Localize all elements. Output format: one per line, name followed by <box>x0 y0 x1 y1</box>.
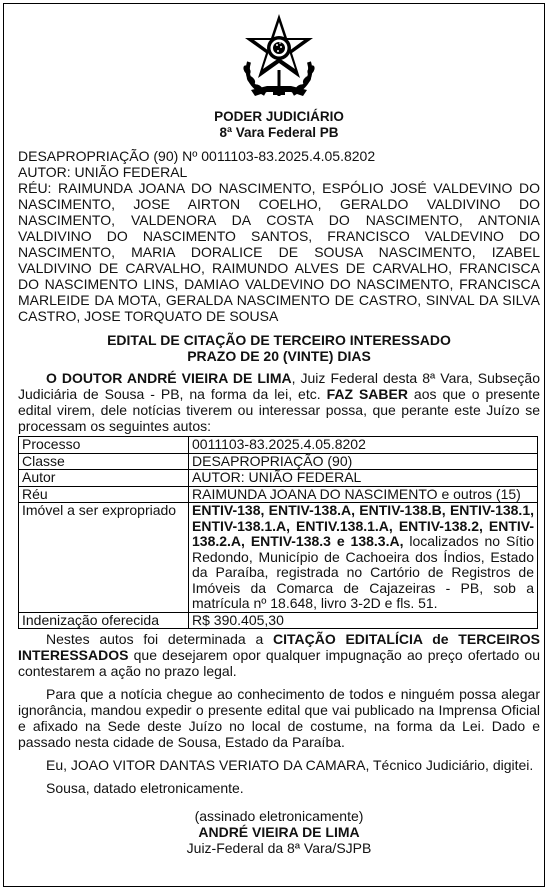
edital-title-line2: PRAZO DE 20 (VINTE) DIAS <box>187 348 371 364</box>
court-header <box>18 109 540 141</box>
p1-text-a: Nestes autos foi determinada a <box>46 631 273 647</box>
table-value-autor: AUTOR: UNIÃO FEDERAL <box>189 470 538 487</box>
document-frame <box>3 3 545 887</box>
vara-name: 8ª Vara Federal PB <box>219 125 339 140</box>
table-key-imovel: Imóvel a ser expropriado <box>19 503 189 613</box>
judge-name-intro: O DOUTOR ANDRÉ VIEIRA DE LIMA <box>46 370 292 386</box>
edital-title-line1: EDITAL DE CITAÇÃO DE TERCEIRO INTERESSADO <box>107 332 451 348</box>
table-value-classe: DESAPROPRIAÇÃO (90) <box>189 453 538 470</box>
edital-page <box>18 4 540 856</box>
table-value-reu: RAIMUNDA JOANA DO NASCIMENTO e outros (15) <box>189 486 538 503</box>
edital-title <box>18 332 540 364</box>
case-defendants: RÉU: RAIMUNDA JOANA DO NASCIMENTO, ESPÓLIO JOSÉ VALDEVINO DO NASCIMENTO, JOSE AIRTON COELHO, GERALDO VALDIVINO DO NASCIMENTO, VALDENORA DA COSTA DO NASCIMENTO, ANTONIA VALDIVINO DO NASCIMENTO SANTOS, FRANCISCO VALDEVINO DO NASCIMENTO, MARIA DORALICE DE SOUSA NASCIMENTO, IZABEL VALDIVINO DE CARVALHO, RAIMUNDO ALVES DE CARVALHO, FRANCISCA DO NASCIMENTO LINS, DAMIAO VALDEVINO DO NASCIMENTO, FRANCISCA MARLEIDE DA MOTA, GERALDA NASCIMENTO DE CASTRO, SINVAL DA SILVA CASTRO, JOSE TORQUATO DE SOUSA <box>18 180 540 324</box>
signature-note: (assinado eletronicamente) <box>194 808 364 824</box>
case-details-table <box>18 436 538 629</box>
table-row <box>19 486 538 503</box>
body-paragraph-typist: Eu, JOAO VITOR DANTAS VERIATO DA CAMARA, Técnico Judiciário, digitei. <box>46 757 534 773</box>
intro-text-1: , Juiz Federal desta 8ª Vara, Subseção Judiciária de Sousa - PB, na forma da lei, etc. <box>18 370 541 402</box>
faz-saber: FAZ SABER <box>326 386 408 402</box>
table-row <box>19 453 538 470</box>
table-row <box>19 503 538 613</box>
p1-text-b: que desejarem opor qualquer impugnação ao preço ofertado ou contestarem a ação no prazo legal. <box>18 647 540 679</box>
table-row <box>19 437 538 454</box>
table-value-indenizacao: R$ 390.405,30 <box>189 612 538 629</box>
body-paragraph-date: Sousa, datado eletronicamente. <box>46 780 244 796</box>
intro-text-2: aos que o presente edital virem, dele notícias tiverem ou interessar possa, que perante este Juízo se processam os seguintes autos: <box>18 386 540 434</box>
table-key-processo: Processo <box>19 437 189 454</box>
table-value-processo: 0011103-83.2025.4.05.8202 <box>189 437 538 454</box>
signature-name: ANDRÉ VIEIRA DE LIMA <box>198 824 360 840</box>
case-summary <box>18 148 540 324</box>
p1-citation-bold: CITAÇÃO EDITALÍCIA de TERCEIROS INTERESSADOS <box>18 631 540 663</box>
court-name: PODER JUDICIÁRIO <box>214 109 344 124</box>
case-class-number: DESAPROPRIAÇÃO (90) Nº 0011103-83.2025.4.05.8202 <box>18 148 376 164</box>
imovel-codes: ENTIV-138, ENTIV-138.A, ENTIV-138.B, ENTIV-138.1, ENTIV-138.1.A, ENTIV.138.1.A, ENTIV-138.2, ENTIV-138.2.A, ENTIV-138.3 e 138.3.A, <box>192 502 534 549</box>
body-paragraph-publication: Para que a notícia chegue ao conhecimento de todos e ninguém possa alegar ignorância, mandou expedir o presente edital que vai publicado na Imprensa Oficial e afixado na Sede deste Juízo no local de costume, na forma da Lei. Dado e passado nesta cidade de Sousa, Estado da Paraíba. <box>18 686 540 750</box>
table-value-imovel <box>189 503 538 613</box>
signature-role: Juiz-Federal da 8ª Vara/SJPB <box>186 840 372 856</box>
case-author: AUTOR: UNIÃO FEDERAL <box>18 164 188 180</box>
table-row <box>19 612 538 629</box>
body-paragraph-citation <box>18 631 540 679</box>
table-key-classe: Classe <box>19 453 189 470</box>
table-row <box>19 470 538 487</box>
table-key-reu: Réu <box>19 486 189 503</box>
table-key-autor: Autor <box>19 470 189 487</box>
signature-block <box>18 808 540 856</box>
table-key-indenizacao: Indenização oferecida <box>19 612 189 629</box>
edital-intro <box>18 370 540 434</box>
brazil-coat-of-arms-icon <box>237 12 321 100</box>
imovel-description: localizados no Sítio Redondo, Município de Cachoeira dos Índios, Estado da Paraíba, registrada no Cartório de Registros de Imóveis da Comarca de Cajazeiras - PB, sob a matrícula nº 18.648, livro 3-2D e fls. 51. <box>192 533 534 611</box>
